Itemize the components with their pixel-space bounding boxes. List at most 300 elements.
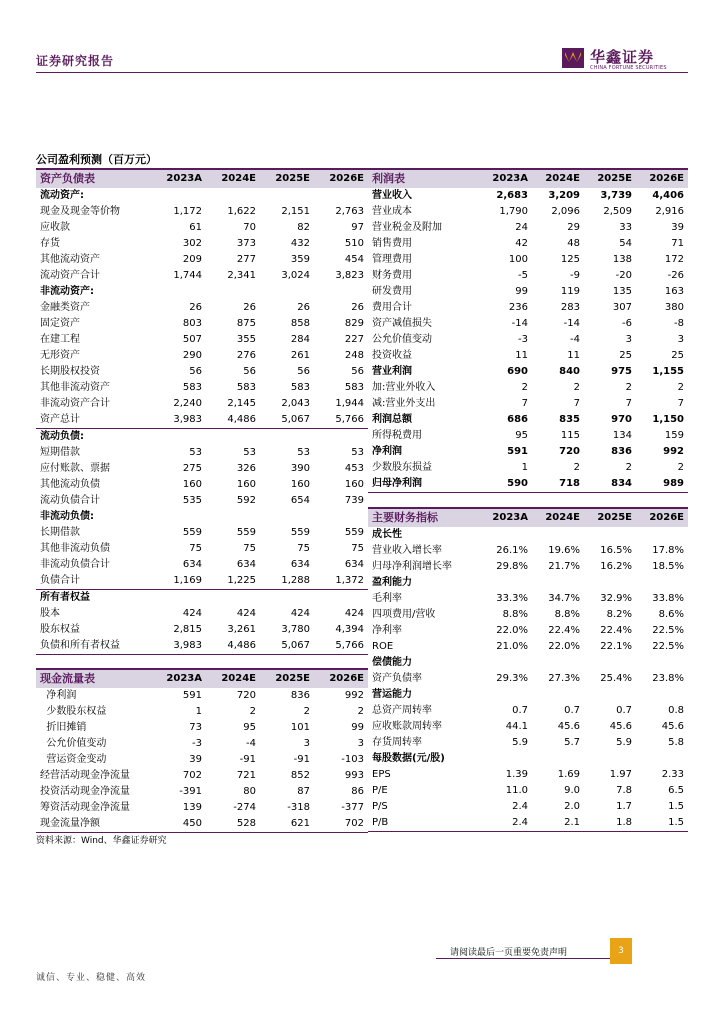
row-label: 销售费用 bbox=[372, 238, 412, 249]
row-value bbox=[260, 188, 314, 204]
table-row bbox=[368, 543, 688, 559]
row-value bbox=[636, 527, 688, 543]
row-value: 8.2% bbox=[606, 609, 632, 620]
row-value: -14 bbox=[511, 318, 528, 329]
row-value: 2,815 bbox=[173, 624, 202, 635]
row-value: 33 bbox=[619, 222, 632, 233]
row-value: 0.7 bbox=[512, 705, 528, 716]
row-value: -103 bbox=[341, 754, 364, 765]
row-value: 75 bbox=[243, 543, 256, 554]
row-label: 成长性 bbox=[372, 529, 402, 540]
row-value: 22.4% bbox=[600, 625, 632, 636]
year-header: 2025E bbox=[584, 169, 636, 188]
row-label: 其他流动资产 bbox=[40, 254, 100, 265]
row-value: 159 bbox=[664, 430, 684, 441]
row-value: 56 bbox=[189, 366, 202, 377]
row-value: 591 bbox=[182, 690, 202, 701]
table-row bbox=[36, 638, 368, 655]
row-value: 22.5% bbox=[652, 641, 684, 652]
row-value: 26 bbox=[297, 302, 310, 313]
row-value bbox=[206, 284, 260, 300]
row-label: 费用合计 bbox=[372, 302, 412, 313]
row-value: -26 bbox=[667, 270, 684, 281]
company-logo bbox=[562, 46, 680, 72]
row-value: 87 bbox=[297, 786, 310, 797]
row-value: 25 bbox=[671, 350, 684, 361]
row-value: 424 bbox=[344, 608, 364, 619]
table-row bbox=[36, 541, 368, 557]
table-row bbox=[368, 316, 688, 332]
row-value: 95 bbox=[243, 722, 256, 733]
row-label: 投资收益 bbox=[372, 350, 412, 361]
row-value: 992 bbox=[663, 446, 684, 457]
row-value: 2,096 bbox=[551, 206, 580, 217]
cash-flow-table bbox=[36, 668, 368, 833]
row-value: 276 bbox=[236, 350, 256, 361]
row-value: 139 bbox=[182, 802, 202, 813]
row-value: 1.39 bbox=[505, 769, 528, 780]
row-value: 510 bbox=[344, 238, 364, 249]
row-value: 359 bbox=[290, 254, 310, 265]
row-value: 583 bbox=[182, 382, 202, 393]
row-label: 资产减值损失 bbox=[372, 318, 432, 329]
row-value bbox=[152, 188, 206, 204]
row-value bbox=[314, 188, 368, 204]
row-value: 834 bbox=[584, 476, 636, 493]
row-label: 营运能力 bbox=[372, 689, 412, 700]
row-value: 95 bbox=[515, 430, 528, 441]
row-value: 1 bbox=[521, 462, 528, 473]
row-value: 686 bbox=[507, 414, 528, 425]
row-value: 1,225 bbox=[206, 573, 260, 590]
row-label: 营业成本 bbox=[372, 206, 412, 217]
row-value: 134 bbox=[612, 430, 632, 441]
row-value: 3 bbox=[625, 334, 632, 345]
row-value: 97 bbox=[351, 222, 364, 233]
year-header: 2023A bbox=[152, 669, 206, 688]
table-row bbox=[36, 736, 368, 752]
row-value: 16.5% bbox=[600, 545, 632, 556]
table-row bbox=[368, 703, 688, 719]
row-value: 160 bbox=[344, 479, 364, 490]
row-value: 829 bbox=[344, 318, 364, 329]
row-value: 634 bbox=[290, 559, 310, 570]
row-value: 3,261 bbox=[227, 624, 256, 635]
table-row bbox=[36, 204, 368, 220]
row-label: P/E bbox=[372, 785, 388, 796]
row-value: 248 bbox=[344, 350, 364, 361]
table-row bbox=[368, 607, 688, 623]
row-value: 39 bbox=[671, 222, 684, 233]
row-label: 金融类资产 bbox=[40, 302, 90, 313]
row-value: 18.5% bbox=[652, 561, 684, 572]
table-row bbox=[368, 236, 688, 252]
row-value: -377 bbox=[341, 802, 364, 813]
row-value: 26.1% bbox=[496, 545, 528, 556]
table-row bbox=[368, 380, 688, 396]
row-value: 1,172 bbox=[173, 206, 202, 217]
row-label: 营业税金及附加 bbox=[372, 222, 442, 233]
row-value: 7 bbox=[521, 398, 528, 409]
row-value: 875 bbox=[236, 318, 256, 329]
row-value: -8 bbox=[674, 318, 684, 329]
row-value: 11 bbox=[515, 350, 528, 361]
row-label: 资产总计 bbox=[36, 412, 152, 429]
row-value: 101 bbox=[290, 722, 310, 733]
row-label: ROE bbox=[372, 641, 394, 652]
row-value: 702 bbox=[314, 816, 368, 833]
row-value: 33.8% bbox=[652, 593, 684, 604]
table-row bbox=[368, 428, 688, 444]
table-row bbox=[368, 252, 688, 268]
row-value: 19.6% bbox=[548, 545, 580, 556]
row-value: 424 bbox=[182, 608, 202, 619]
row-value: 209 bbox=[182, 254, 202, 265]
table-row bbox=[368, 767, 688, 783]
table-row bbox=[368, 575, 688, 591]
table-row bbox=[36, 477, 368, 493]
table-row bbox=[368, 332, 688, 348]
row-value: 992 bbox=[344, 690, 364, 701]
table-row bbox=[36, 720, 368, 736]
table-row bbox=[36, 493, 368, 509]
row-value: -4 bbox=[570, 334, 580, 345]
table-row bbox=[36, 252, 368, 268]
table-row bbox=[368, 412, 688, 428]
row-value: 0.8 bbox=[668, 705, 684, 716]
table-row bbox=[368, 460, 688, 476]
row-value: 1.7 bbox=[616, 801, 632, 812]
row-value: -4 bbox=[246, 738, 256, 749]
table-row bbox=[368, 559, 688, 575]
row-label: 股东权益 bbox=[40, 624, 80, 635]
row-label: 应收账款周转率 bbox=[372, 721, 442, 732]
row-value: 75 bbox=[189, 543, 202, 554]
row-value: 73 bbox=[189, 722, 202, 733]
row-value: 3,983 bbox=[152, 638, 206, 655]
row-value bbox=[584, 527, 636, 543]
row-value: 17.8% bbox=[652, 545, 684, 556]
year-header: 2024E bbox=[532, 508, 584, 527]
row-label: 负债和所有者权益 bbox=[36, 638, 152, 655]
row-value: 27.3% bbox=[548, 673, 580, 684]
row-value: 172 bbox=[664, 254, 684, 265]
table-row bbox=[36, 461, 368, 477]
row-value: 34.7% bbox=[548, 593, 580, 604]
footer-motto: 诚信、专业、稳健、高效 bbox=[36, 973, 147, 983]
row-value: 56 bbox=[243, 366, 256, 377]
row-value: 5,766 bbox=[314, 638, 368, 655]
row-value: 559 bbox=[182, 527, 202, 538]
table-header-row bbox=[368, 169, 688, 188]
logo-subtext: CHINA FORTUNE SECURITIES bbox=[590, 65, 667, 71]
row-value: 3,739 bbox=[600, 190, 632, 201]
row-value: 1.5 bbox=[668, 801, 684, 812]
row-value: -3 bbox=[192, 738, 202, 749]
row-value: 24 bbox=[515, 222, 528, 233]
row-value: 1 bbox=[195, 706, 202, 717]
row-value: 61 bbox=[189, 222, 202, 233]
row-value: 424 bbox=[290, 608, 310, 619]
row-label: 筹资活动现金净流量 bbox=[40, 802, 130, 813]
year-header: 2023A bbox=[480, 169, 532, 188]
row-value: 718 bbox=[532, 476, 584, 493]
row-label: 无形资产 bbox=[40, 350, 80, 361]
balance-sheet-table bbox=[36, 168, 368, 655]
table-row bbox=[36, 220, 368, 236]
row-value: 29.8% bbox=[496, 561, 528, 572]
table-row bbox=[36, 348, 368, 364]
row-value: 3 bbox=[677, 334, 684, 345]
row-value: 125 bbox=[560, 254, 580, 265]
row-value: 4,406 bbox=[652, 190, 684, 201]
row-value: 4,486 bbox=[206, 638, 260, 655]
row-value: 9.0 bbox=[564, 785, 580, 796]
row-value: 2,509 bbox=[603, 206, 632, 217]
table-row bbox=[368, 735, 688, 751]
table-row bbox=[36, 236, 368, 252]
row-value: 2,683 bbox=[496, 190, 528, 201]
table-row bbox=[368, 476, 688, 493]
year-header: 2024E bbox=[206, 169, 260, 188]
row-value: 380 bbox=[664, 302, 684, 313]
table-row bbox=[368, 783, 688, 799]
row-value: 45.6 bbox=[609, 721, 632, 732]
row-label: 折旧摊销 bbox=[40, 722, 87, 733]
row-value: 21.7% bbox=[548, 561, 580, 572]
table-row bbox=[368, 220, 688, 236]
row-value: 11.0 bbox=[505, 785, 528, 796]
row-value: 5.9 bbox=[616, 737, 632, 748]
row-value: 22.0% bbox=[496, 625, 528, 636]
row-value bbox=[152, 509, 206, 525]
row-label: 总资产周转率 bbox=[372, 705, 432, 716]
row-value: 2.33 bbox=[661, 769, 684, 780]
year-header: 2023A bbox=[152, 169, 206, 188]
row-label: 管理费用 bbox=[372, 254, 412, 265]
row-value: 2 bbox=[625, 462, 632, 473]
row-label: 固定资产 bbox=[40, 318, 80, 329]
row-value bbox=[480, 751, 532, 767]
row-value: 559 bbox=[236, 527, 256, 538]
row-value: 6.5 bbox=[668, 785, 684, 796]
row-value bbox=[480, 655, 532, 671]
row-value bbox=[636, 575, 688, 591]
table-row bbox=[36, 590, 368, 607]
row-value: 5.8 bbox=[668, 737, 684, 748]
row-value bbox=[152, 590, 206, 607]
row-value: 163 bbox=[664, 286, 684, 297]
row-value: 1,372 bbox=[314, 573, 368, 590]
row-value: 44.1 bbox=[505, 721, 528, 732]
row-value: 3,024 bbox=[281, 270, 310, 281]
row-label: 营业收入增长率 bbox=[372, 545, 442, 556]
row-value: 23.8% bbox=[652, 673, 684, 684]
row-value: 2,145 bbox=[227, 398, 256, 409]
table-row bbox=[36, 445, 368, 461]
row-value: 1,150 bbox=[652, 414, 684, 425]
row-label: 资产负债率 bbox=[372, 673, 422, 684]
table-row bbox=[36, 557, 368, 573]
row-value bbox=[260, 284, 314, 300]
table-row bbox=[36, 622, 368, 638]
table-row bbox=[368, 799, 688, 815]
row-value bbox=[584, 575, 636, 591]
table-row bbox=[368, 396, 688, 412]
table-row bbox=[368, 655, 688, 671]
row-label: 非流动负债: bbox=[40, 511, 94, 522]
row-value bbox=[584, 655, 636, 671]
row-value: 432 bbox=[290, 238, 310, 249]
table-row bbox=[36, 768, 368, 784]
row-label: 存货周转率 bbox=[372, 737, 422, 748]
row-value: 3,209 bbox=[548, 190, 580, 201]
row-value: 326 bbox=[236, 463, 256, 474]
row-value: 453 bbox=[344, 463, 364, 474]
row-label: P/S bbox=[372, 801, 388, 812]
row-value: 2 bbox=[249, 706, 256, 717]
row-value: 835 bbox=[559, 414, 580, 425]
row-value: 7 bbox=[677, 398, 684, 409]
table-row bbox=[368, 815, 688, 832]
row-value: 634 bbox=[236, 559, 256, 570]
table-row bbox=[368, 300, 688, 316]
row-value: 22.1% bbox=[600, 641, 632, 652]
row-value: 5.9 bbox=[512, 737, 528, 748]
row-value: -274 bbox=[233, 802, 256, 813]
table-row bbox=[36, 800, 368, 816]
row-value: -91 bbox=[293, 754, 310, 765]
row-value: 3 bbox=[357, 738, 364, 749]
year-header: 2025E bbox=[260, 169, 314, 188]
row-value: 993 bbox=[344, 770, 364, 781]
key-indicators-table bbox=[368, 507, 688, 832]
report-type-label: 证券研究报告 bbox=[36, 54, 115, 68]
row-value bbox=[314, 509, 368, 525]
row-value: 1.8 bbox=[584, 815, 636, 832]
row-value: -5 bbox=[518, 270, 528, 281]
table-row bbox=[36, 332, 368, 348]
table-row bbox=[36, 816, 368, 833]
table-header-row bbox=[36, 169, 368, 188]
row-value: -391 bbox=[179, 786, 202, 797]
row-value bbox=[532, 575, 584, 591]
row-value: 284 bbox=[290, 334, 310, 345]
row-value bbox=[532, 751, 584, 767]
disclaimer-link[interactable]: 请阅读最后一页重要免责声明 bbox=[450, 948, 568, 958]
table-title: 利润表 bbox=[368, 169, 480, 188]
row-value: 7.8 bbox=[616, 785, 632, 796]
row-value: 1,288 bbox=[260, 573, 314, 590]
row-value: 45.6 bbox=[557, 721, 580, 732]
row-label: 每股数据(元/股) bbox=[372, 753, 445, 764]
row-value: 8.8% bbox=[502, 609, 528, 620]
row-value bbox=[314, 429, 368, 446]
row-value: -318 bbox=[287, 802, 310, 813]
row-label: 营业利润 bbox=[372, 366, 412, 377]
row-label: 流动资产合计 bbox=[40, 270, 100, 281]
row-label: 盈利能力 bbox=[372, 577, 412, 588]
row-value: 160 bbox=[236, 479, 256, 490]
table-title: 现金流量表 bbox=[36, 669, 152, 688]
table-row bbox=[368, 527, 688, 543]
row-value: 390 bbox=[290, 463, 310, 474]
table-row bbox=[368, 204, 688, 220]
row-value: 29 bbox=[567, 222, 580, 233]
row-label: 公允价值变动 bbox=[372, 334, 432, 345]
row-label: 长期股权投资 bbox=[40, 366, 100, 377]
row-label: 营业收入 bbox=[372, 190, 412, 201]
row-value: 29.3% bbox=[496, 673, 528, 684]
row-value: 99 bbox=[515, 286, 528, 297]
row-value: 634 bbox=[344, 559, 364, 570]
row-value bbox=[636, 751, 688, 767]
row-value: 450 bbox=[152, 816, 206, 833]
year-header: 2024E bbox=[532, 169, 584, 188]
row-value bbox=[206, 590, 260, 607]
row-label: 非流动资产合计 bbox=[40, 398, 110, 409]
row-value: 160 bbox=[182, 479, 202, 490]
row-value: 80 bbox=[243, 786, 256, 797]
row-value bbox=[206, 509, 260, 525]
row-value: 583 bbox=[236, 382, 256, 393]
table-row bbox=[36, 573, 368, 590]
row-value bbox=[152, 284, 206, 300]
table-row bbox=[368, 719, 688, 735]
row-value bbox=[636, 655, 688, 671]
table-title: 资产负债表 bbox=[36, 169, 152, 188]
row-value: 56 bbox=[351, 366, 364, 377]
row-value: 2.4 bbox=[480, 815, 532, 832]
row-value bbox=[480, 687, 532, 703]
row-value: 115 bbox=[560, 430, 580, 441]
row-label: 长期借款 bbox=[40, 527, 80, 538]
table-row bbox=[36, 396, 368, 412]
table-row bbox=[36, 188, 368, 204]
row-value: -6 bbox=[622, 318, 632, 329]
row-value: 277 bbox=[236, 254, 256, 265]
row-label: 投资活动现金净流量 bbox=[40, 786, 130, 797]
row-value: 5,067 bbox=[260, 412, 314, 429]
row-value: 720 bbox=[559, 446, 580, 457]
row-label: 流动负债合计 bbox=[40, 495, 100, 506]
table-row bbox=[36, 525, 368, 541]
year-header: 2026E bbox=[636, 508, 688, 527]
row-value: 53 bbox=[351, 447, 364, 458]
row-value: -9 bbox=[570, 270, 580, 281]
row-value: 559 bbox=[290, 527, 310, 538]
year-header: 2025E bbox=[584, 508, 636, 527]
row-value: 53 bbox=[243, 447, 256, 458]
row-value: 1,622 bbox=[227, 206, 256, 217]
table-row bbox=[368, 348, 688, 364]
row-label: 减:营业外支出 bbox=[372, 398, 436, 409]
row-value: 4,486 bbox=[206, 412, 260, 429]
row-value: 99 bbox=[351, 722, 364, 733]
row-value: 1,944 bbox=[335, 398, 364, 409]
page-number: 3 bbox=[610, 938, 632, 964]
row-value bbox=[314, 284, 368, 300]
row-value bbox=[206, 429, 260, 446]
row-value: 1.97 bbox=[609, 769, 632, 780]
row-value: 2 bbox=[625, 382, 632, 393]
row-label: 利润总额 bbox=[372, 414, 412, 425]
row-value: 0.7 bbox=[616, 705, 632, 716]
row-value: 8.8% bbox=[554, 609, 580, 620]
table-row bbox=[368, 364, 688, 380]
table-row bbox=[36, 268, 368, 284]
row-value: 275 bbox=[182, 463, 202, 474]
